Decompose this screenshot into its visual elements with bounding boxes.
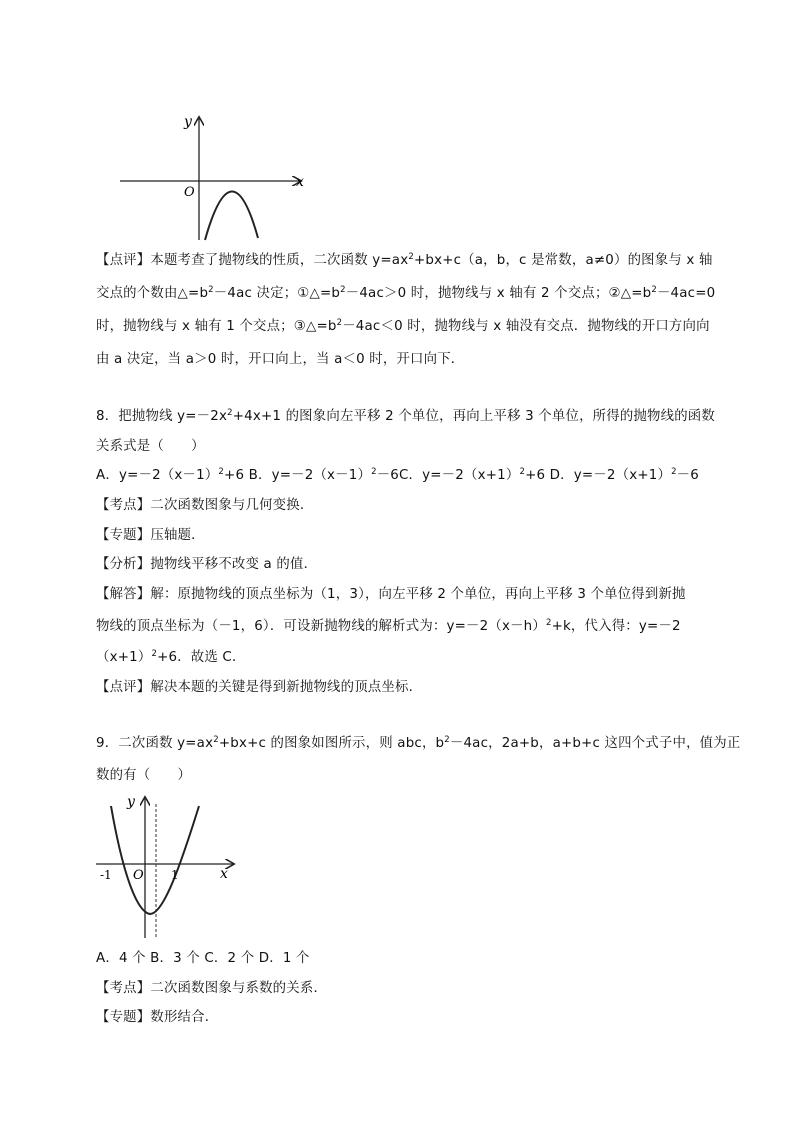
text-run: 关系式是（ ） xyxy=(96,439,205,454)
question8-jieda-line2 xyxy=(96,618,681,636)
text-run: 时，抛物线与 x 轴有 1 个交点；③△=b xyxy=(96,319,337,334)
tick-label-one: 1 xyxy=(171,868,179,882)
text-run: 由 a 决定，当 a＞0 时，开口向上，当 a＜0 时，开口向下． xyxy=(96,352,465,367)
superscript-exponent: 2 xyxy=(151,649,158,659)
tick-label-negative-one: -1 xyxy=(100,868,112,882)
text-run: 【分析】抛物线平移不改变 a 的值． xyxy=(96,557,318,572)
question8-dianping xyxy=(96,679,422,697)
text-run: 交点的个数由△=b xyxy=(96,286,209,301)
text-run: －4ac，2a+b，a+b+c 这四个式子中，值为正 xyxy=(449,736,741,751)
question9-stem-line1 xyxy=(96,735,740,753)
text-run: +4x+1 的图象向左平移 2 个单位，再向上平移 3 个单位，所得的抛物线的函数 xyxy=(232,409,715,424)
text-run: A．y=－2（x－1） xyxy=(96,468,219,483)
comment7-line3 xyxy=(96,318,710,336)
text-run: （x+1） xyxy=(96,650,152,665)
question9-zhuanti xyxy=(96,1009,218,1027)
text-run: －4ac＞0 时，抛物线与 x 轴有 2 个交点；②△=b xyxy=(345,286,652,301)
text-run: 8．把抛物线 y=－2x xyxy=(96,409,228,424)
superscript-exponent: 2 xyxy=(227,408,233,418)
text-run: 【点评】本题考查了抛物线的性质，二次函数 y=ax xyxy=(96,253,409,268)
superscript-exponent: 2 xyxy=(218,467,225,477)
x-axis-label: x xyxy=(296,174,304,190)
origin-label: O xyxy=(184,185,195,200)
text-run: －4ac 决定；①△=b xyxy=(213,286,341,301)
superscript-exponent: 2 xyxy=(336,318,343,328)
superscript-exponent: 2 xyxy=(671,467,677,477)
question8-options xyxy=(96,467,699,485)
question8-jieda-line3 xyxy=(96,649,246,667)
text-run: +bx+c 的图象如图所示，则 abc，b xyxy=(218,736,445,751)
text-run: 9．二次函数 y=ax xyxy=(96,736,214,751)
text-run: A．4 个 B．3 个 C．2 个 D．1 个 xyxy=(96,951,310,966)
text-run: －6C．y=－2（x+1） xyxy=(376,468,520,483)
superscript-exponent: 2 xyxy=(651,285,657,295)
question8-stem-line2 xyxy=(96,438,205,456)
superscript-exponent: 2 xyxy=(444,735,450,745)
question8-jieda-line1 xyxy=(96,586,686,604)
question8-fenxi xyxy=(96,556,317,574)
superscript-exponent: 2 xyxy=(545,618,552,628)
text-run: 【解答】解：原抛物线的顶点坐标为（1，3），向左平移 2 个单位，再向上平移 3 个单位得到新抛 xyxy=(96,587,686,602)
question9-stem-line2 xyxy=(96,767,191,785)
text-run: －6 xyxy=(676,468,699,483)
x-axis-label: x xyxy=(220,866,228,882)
text-run: +6 D．y=－2（x+1） xyxy=(525,468,672,483)
text-run: 【考点】二次函数图象与几何变换． xyxy=(96,498,314,513)
text-run: +bx+c（a，b，c 是常数，a≠0）的图象与 x 轴 xyxy=(413,253,713,268)
superscript-exponent: 2 xyxy=(340,285,346,295)
parabola-curve xyxy=(111,806,199,914)
question8-stem-line1 xyxy=(96,408,715,426)
superscript-exponent: 2 xyxy=(213,735,219,745)
figure-parabola-opening-up xyxy=(93,790,243,940)
comment7-line4 xyxy=(96,351,464,369)
text-run: +6 B．y=－2（x－1） xyxy=(224,468,372,483)
text-run: 【点评】解决本题的关键是得到新抛物线的顶点坐标． xyxy=(96,680,423,695)
comment7-line1 xyxy=(96,252,713,270)
y-axis-label: y xyxy=(184,114,192,130)
parabola-curve xyxy=(205,191,258,240)
text-run: －4ac＜0 时，抛物线与 x 轴没有交点．抛物线的开口方向向 xyxy=(342,319,710,334)
question9-options xyxy=(96,950,310,968)
origin-label: O xyxy=(133,868,144,883)
superscript-exponent: 2 xyxy=(371,467,377,477)
text-run: 【专题】压轴题． xyxy=(96,528,205,543)
text-run: 数的有（ ） xyxy=(96,768,192,783)
superscript-exponent: 2 xyxy=(208,285,214,295)
text-run: +k，代入得：y=－2 xyxy=(551,619,681,634)
y-axis-label: y xyxy=(127,794,135,810)
text-run: 物线的顶点坐标为（－1，6）．可设新抛物线的解析式为：y=－2（x－h） xyxy=(96,619,546,634)
comment7-line2 xyxy=(96,285,715,303)
superscript-exponent: 2 xyxy=(408,252,414,262)
question9-kaodian xyxy=(96,980,327,998)
text-run: 【考点】二次函数图象与系数的关系． xyxy=(96,981,328,996)
figure-parabola-opening-down xyxy=(110,108,310,248)
text-run: －4ac=0 xyxy=(656,286,716,301)
question8-zhuanti xyxy=(96,527,205,545)
question8-kaodian xyxy=(96,497,313,515)
superscript-exponent: 2 xyxy=(519,467,526,477)
text-run: +6．故选 C． xyxy=(157,650,246,665)
text-run: 【专题】数形结合． xyxy=(96,1010,219,1025)
